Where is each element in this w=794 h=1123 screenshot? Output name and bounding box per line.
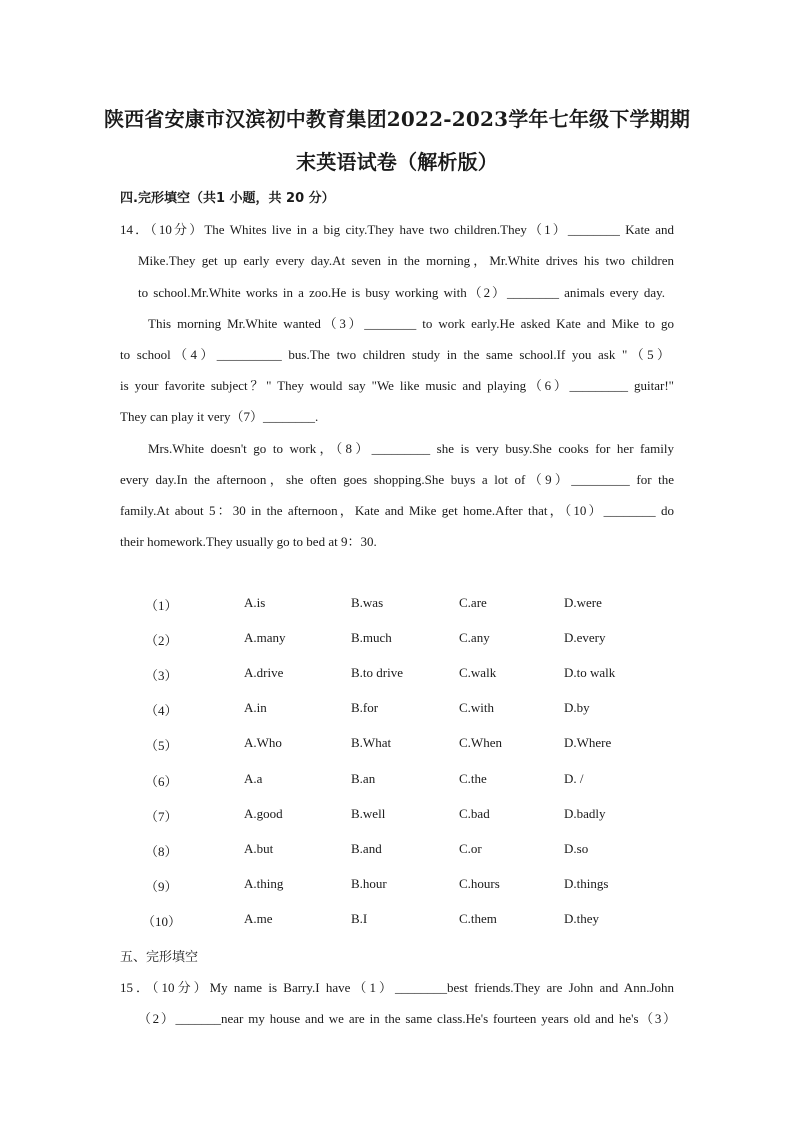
option-row [0,595,794,619]
option-a: A.thing [244,876,284,891]
option-a: A.good [244,806,283,821]
option-d: D.so [564,841,589,856]
q14-line: family.At about 5：30 in the afternoon，Kate and Mike get home.After that，（10）________ do [120,503,674,518]
option-d: D. / [564,771,584,786]
option-number: （10） [142,914,182,929]
option-row [0,806,794,830]
option-b: B.hour [351,876,387,891]
option-row [0,841,794,865]
option-row [0,630,794,654]
q15-line: （2）_______near my house and we are in the same class.He's fourteen years old and he's（3） [138,1011,676,1026]
option-number: （5） [145,738,178,753]
option-row [0,735,794,759]
option-b: B.and [351,841,382,856]
option-d: D.Where [564,735,612,750]
option-b: B.much [351,630,392,645]
option-a: A.Who [244,735,282,750]
option-c: C.walk [459,665,497,680]
option-a: A.but [244,841,274,856]
option-number: （4） [145,703,178,718]
option-row [0,771,794,795]
option-d: D.by [564,700,590,715]
option-row [0,665,794,689]
option-row [0,876,794,900]
q14-line: This morning Mr.White wanted（3）________ to work early.He asked Kate and Mike to go [148,316,674,331]
option-c: C.them [459,911,497,926]
option-c: C.bad [459,806,490,821]
option-b: B.to drive [351,665,403,680]
exam-title-line-1: 陕西省安康市汉滨初中教育集团2022-2023学年七年级下学期期 [103,107,691,131]
option-a: A.many [244,630,286,645]
option-number: （2） [145,633,178,648]
option-b: B.What [351,735,392,750]
option-b: B.well [351,806,386,821]
option-d: D.to walk [564,665,616,680]
option-c: C.When [459,735,502,750]
q14-line: 14．（10分）The Whites live in a big city.They have two children.They（1）________ Kate and [120,222,674,237]
option-a: A.is [244,595,266,610]
option-c: C.or [459,841,482,856]
option-d: D.were [564,595,602,610]
option-d: D.things [564,876,609,891]
q15-line: 15．（10分）My name is Barry.I have（1）________best friends.They are John and Ann.John [120,980,674,995]
option-number: （9） [145,879,178,894]
option-b: B.an [351,771,376,786]
section-5-heading: 五、完形填空 [120,950,199,965]
option-a: A.drive [244,665,284,680]
option-number: （3） [145,668,178,683]
option-b: B.was [351,595,384,610]
option-c: C.are [459,595,487,610]
option-c: C.with [459,700,495,715]
option-row [0,700,794,724]
q14-line: to school.Mr.White works in a zoo.He is busy working with（2）________ animals every day. [138,285,665,300]
option-row [0,911,794,935]
q14-line: their homework.They usually go to bed at 9：30. [120,534,377,549]
section-4-heading: 四.完形填空（共1 小题，共 20 分） [120,191,335,206]
option-d: D.badly [564,806,606,821]
q14-line: is your favorite subject？" They would say "We like music and playing（6）_________ guitar!" [120,378,674,393]
option-a: A.me [244,911,273,926]
q14-line: Mrs.White doesn't go to work，（8）_________ she is very busy.She cooks for her family [148,441,674,456]
option-b: B.for [351,700,379,715]
q14-line: They can play it very（7）________. [120,409,319,424]
option-c: C.any [459,630,490,645]
q14-line: every day.In the afternoon，she often goes shopping.She buys a lot of（9）_________ for the [120,472,674,487]
q14-line: to school（4）__________ bus.The two children study in the same school.If you ask "（5） [120,347,670,362]
option-number: （6） [145,774,178,789]
option-d: D.every [564,630,606,645]
option-d: D.they [564,911,600,926]
q14-line: Mike.They get up early every day.At seven in the morning，Mr.White drives his two children [138,253,674,268]
option-b: B.I [351,911,368,926]
option-c: C.hours [459,876,500,891]
option-c: C.the [459,771,487,786]
option-a: A.in [244,700,267,715]
option-number: （1） [145,598,178,613]
option-a: A.a [244,771,263,786]
option-number: （7） [145,809,178,824]
option-number: （8） [145,844,178,859]
exam-title-line-2: 末英语试卷（解析版） [296,150,498,174]
